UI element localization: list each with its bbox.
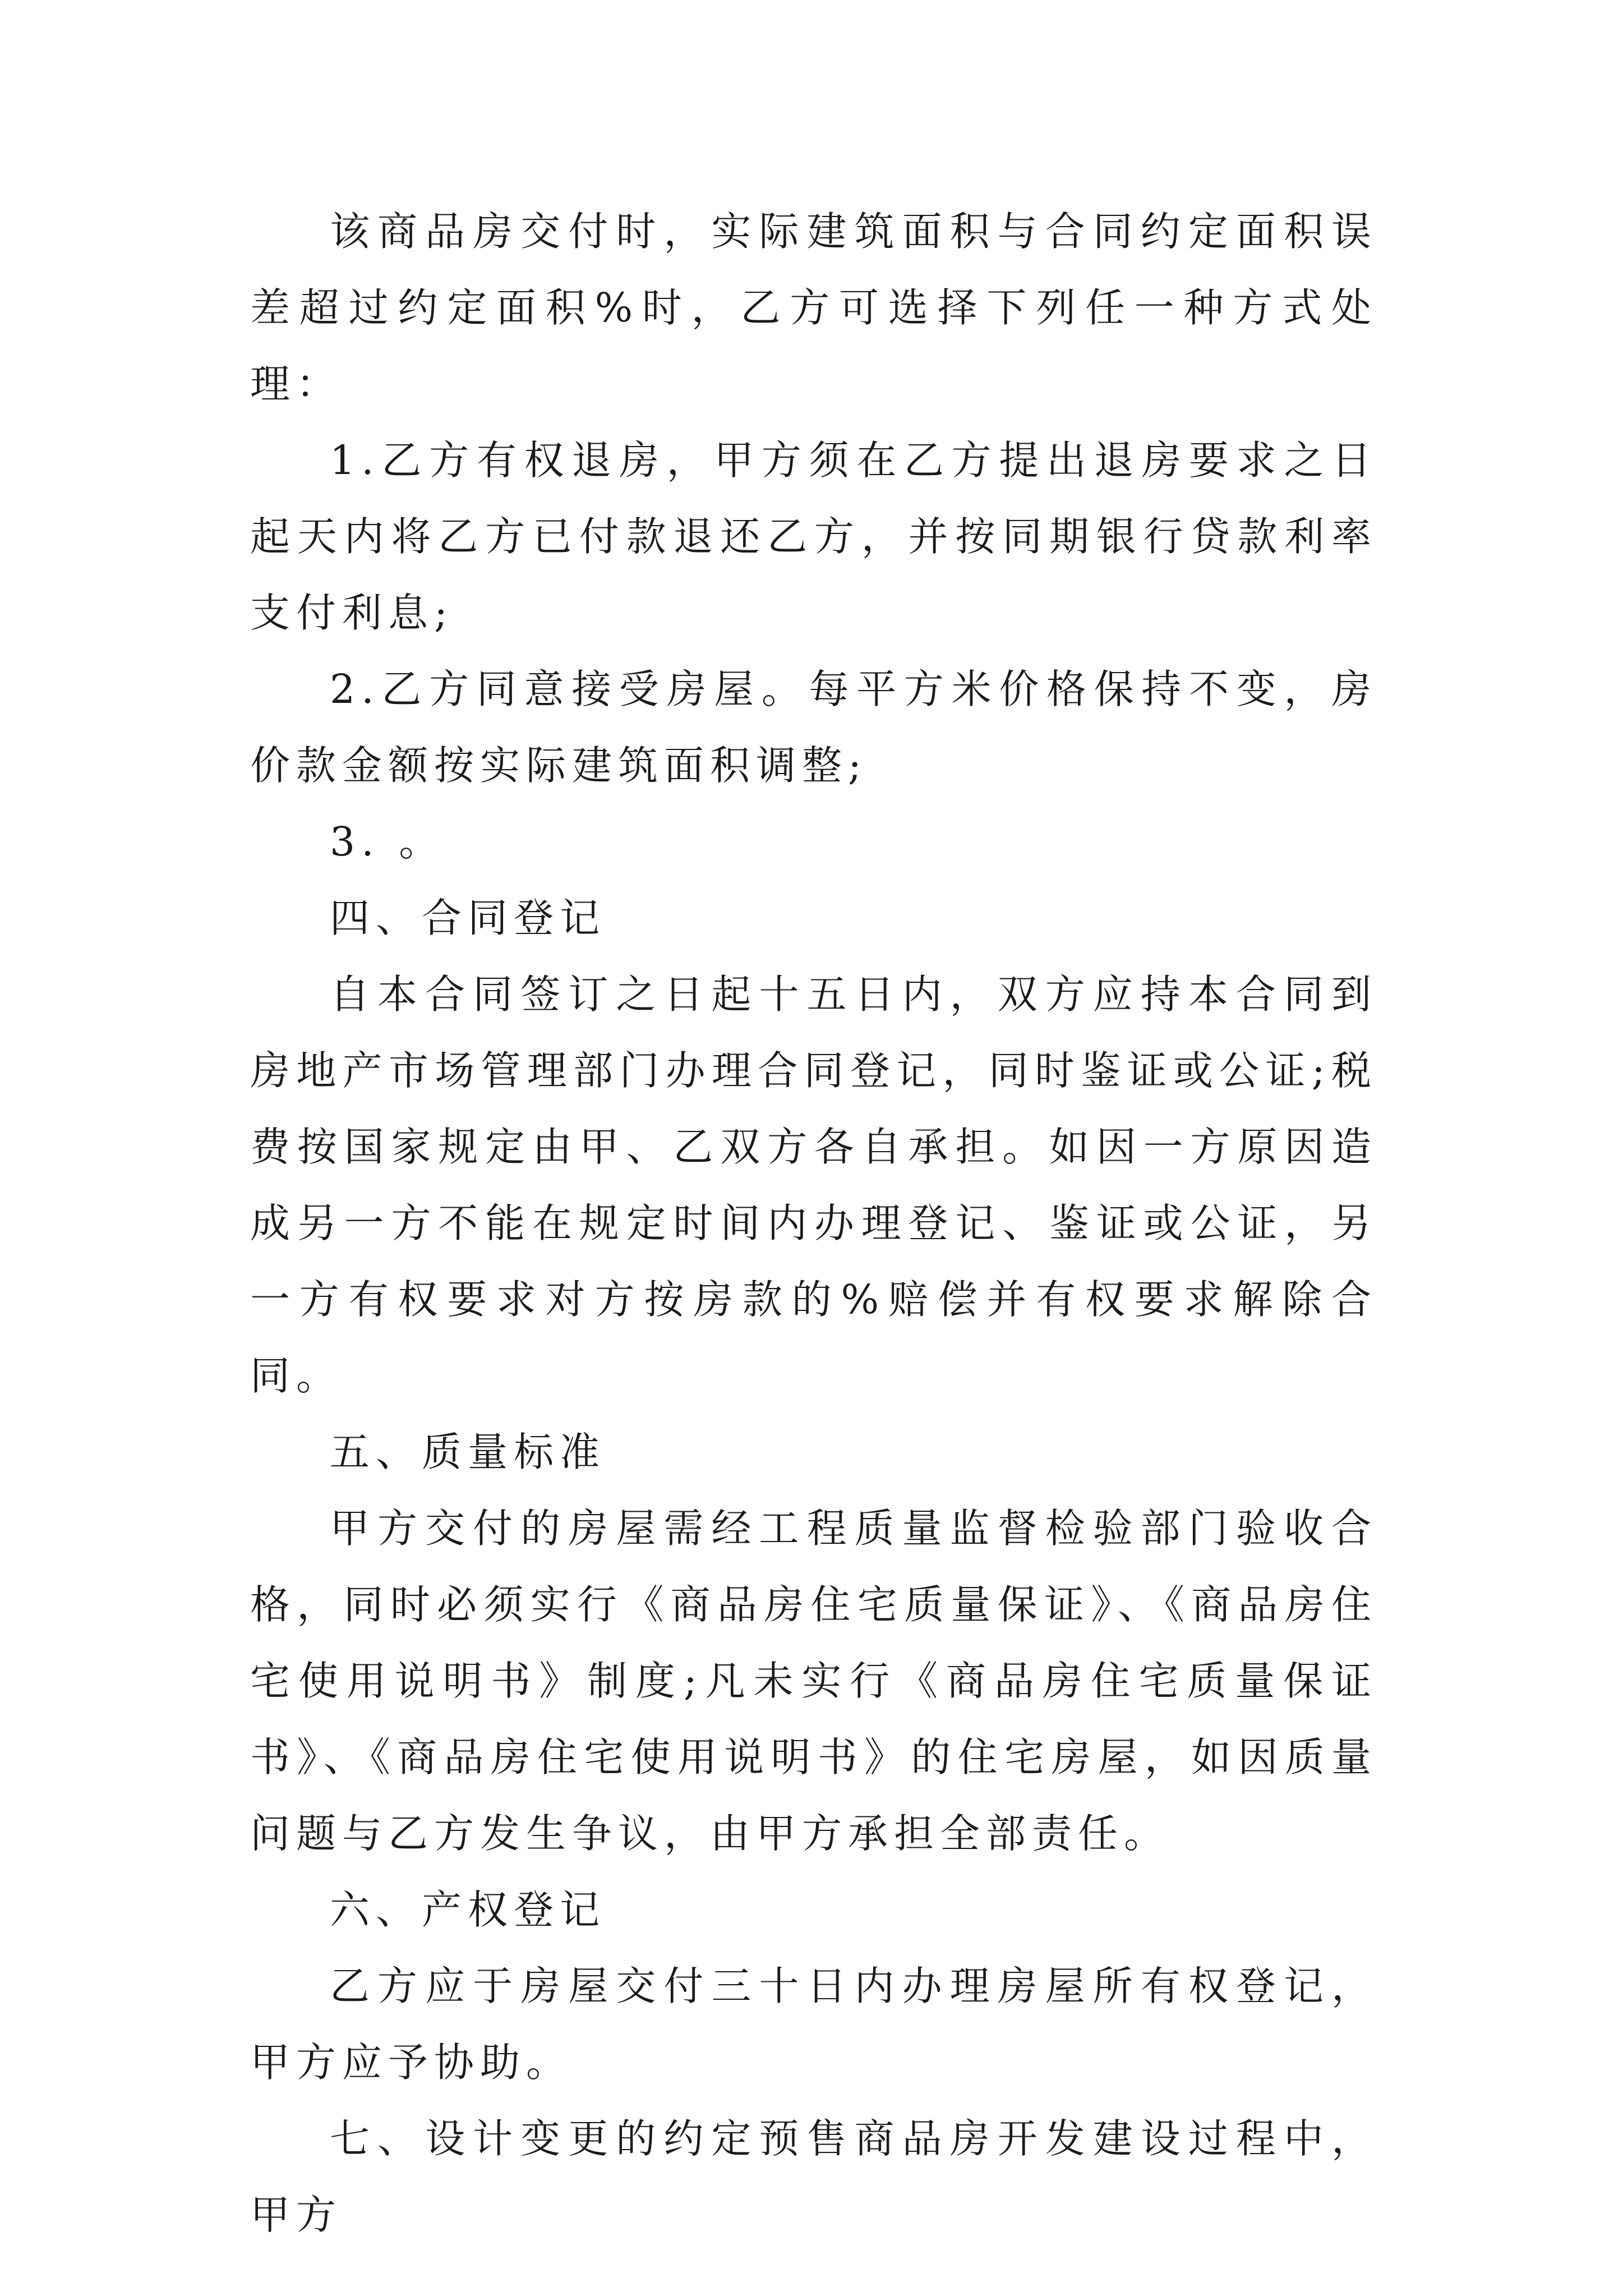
document-body bbox=[250, 194, 1377, 2253]
paragraph-option-3: 3. 。 bbox=[330, 818, 445, 865]
paragraph-quality-standard: 甲方交付的房屋需经工程质量监督检验部门验收合格，同时必须实行《商品房住宅质量保证》、《商品房住宅使用说明书》制度;凡未实行《商品房住宅质量保证书》、《商品房住宅使用说明书》的住宅房屋，如因质量问题与乙方发生争议，由甲方承担全部责任。 bbox=[250, 1505, 1377, 1857]
section-heading-property-registration: 六、产权登记 bbox=[330, 1887, 606, 1933]
paragraph-contract-registration: 自本合同签订之日起十五日内，双方应持本合同到房地产市场管理部门办理合同登记，同时鉴证或公证;税费按国家规定由甲、乙双方各自承担。如因一方原因造成另一方不能在规定时间内办理登记、鉴证或公证，另一方有权要求对方按房款的%赔偿并有权要求解除合同。 bbox=[250, 971, 1377, 1399]
paragraph-option-1-refund: 1.乙方有权退房，甲方须在乙方提出退房要求之日起天内将乙方已付款退还乙方，并按同期银行贷款利率支付利息; bbox=[250, 437, 1377, 636]
paragraph-option-2-accept: 2.乙方同意接受房屋。每平方米价格保持不变，房价款金额按实际建筑面积调整; bbox=[250, 666, 1377, 789]
section-heading-quality-standard: 五、质量标准 bbox=[330, 1429, 606, 1475]
paragraph-design-change: 七、设计变更的约定预售商品房开发建设过程中，甲方 bbox=[250, 2115, 1377, 2238]
paragraph-area-error-clause: 该商品房交付时，实际建筑面积与合同约定面积误差超过约定面积%时，乙方可选择下列任一种方式处理： bbox=[250, 208, 1377, 407]
paragraph-property-registration: 乙方应于房屋交付三十日内办理房屋所有权登记，甲方应予协助。 bbox=[250, 1963, 1377, 2086]
section-heading-contract-registration: 四、合同登记 bbox=[330, 895, 606, 941]
